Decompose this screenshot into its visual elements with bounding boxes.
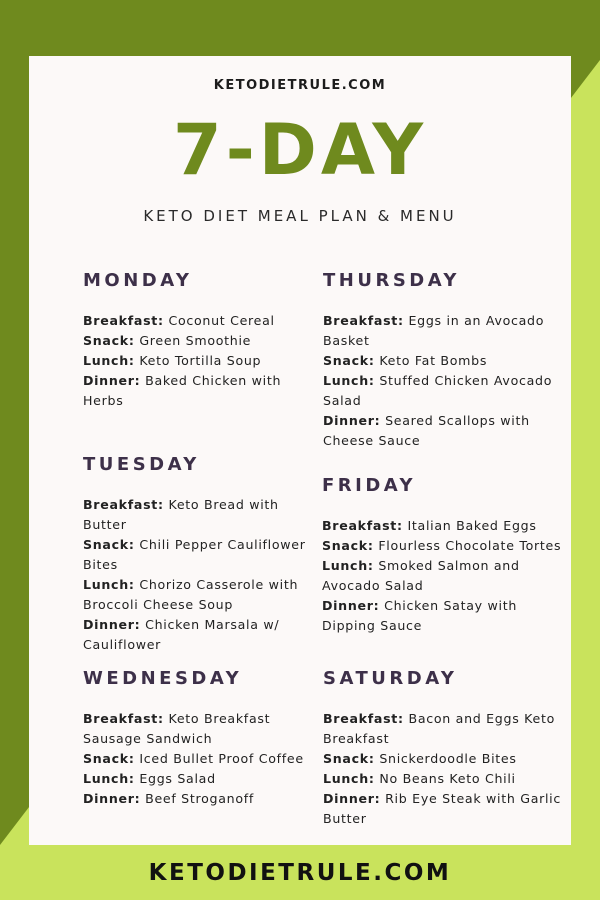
meal-label: Breakfast: bbox=[323, 313, 404, 328]
meal-lunch bbox=[322, 556, 562, 596]
day-title: MONDAY bbox=[83, 270, 193, 291]
meal-value: Snickerdoodle Bites bbox=[379, 751, 517, 766]
meal-label: Snack: bbox=[323, 353, 375, 368]
meal-label: Dinner: bbox=[323, 791, 381, 806]
meal-label: Dinner: bbox=[83, 617, 141, 632]
meal-value: Flourless Chocolate Tortes bbox=[378, 538, 562, 553]
meal-value: Chili Pepper Cauliflower Bites bbox=[83, 537, 306, 572]
meal-value: Eggs in an Avocado Basket bbox=[323, 313, 545, 348]
day-title: WEDNESDAY bbox=[83, 668, 243, 689]
meal-label: Breakfast: bbox=[83, 313, 164, 328]
meal-value: Chicken Marsala w/ Cauliflower bbox=[83, 617, 280, 652]
meal-snack bbox=[83, 331, 323, 351]
meal-label: Lunch: bbox=[323, 771, 375, 786]
meal-label: Snack: bbox=[83, 333, 135, 348]
meal-label: Lunch: bbox=[83, 353, 135, 368]
meal-lunch bbox=[323, 769, 563, 789]
day-tuesday bbox=[83, 454, 323, 655]
page-subtitle: KETO DIET MEAL PLAN & MENU bbox=[143, 207, 457, 225]
page-title: 7-DAY bbox=[172, 109, 428, 191]
meal-value: Iced Bullet Proof Coffee bbox=[139, 751, 304, 766]
meal-label: Snack: bbox=[323, 751, 375, 766]
meal-dinner bbox=[83, 789, 323, 809]
meal-dinner bbox=[322, 596, 562, 636]
meal-value: Eggs Salad bbox=[139, 771, 216, 786]
meal-label: Breakfast: bbox=[83, 711, 164, 726]
meal-dinner bbox=[323, 411, 563, 451]
meal-snack bbox=[323, 749, 563, 769]
meal-label: Breakfast: bbox=[322, 518, 403, 533]
day-wednesday bbox=[83, 668, 323, 809]
day-title: SATURDAY bbox=[323, 668, 458, 689]
day-saturday bbox=[323, 668, 563, 829]
meal-value: Bacon and Eggs Keto Breakfast bbox=[323, 711, 555, 746]
meal-lunch bbox=[323, 371, 563, 411]
meal-label: Snack: bbox=[322, 538, 374, 553]
meal-label: Snack: bbox=[83, 751, 135, 766]
meal-value: Smoked Salmon and Avocado Salad bbox=[322, 558, 520, 593]
meal-value: Green Smoothie bbox=[139, 333, 252, 348]
meal-dinner bbox=[83, 615, 323, 655]
day-friday bbox=[322, 475, 562, 636]
meal-dinner bbox=[83, 371, 323, 411]
meal-value: Stuffed Chicken Avocado Salad bbox=[323, 373, 553, 408]
day-title: THURSDAY bbox=[323, 270, 460, 291]
meal-breakfast bbox=[322, 516, 562, 536]
meal-value: Keto Fat Bombs bbox=[379, 353, 488, 368]
meal-label: Lunch: bbox=[83, 577, 135, 592]
meal-breakfast bbox=[83, 495, 323, 535]
meal-lunch bbox=[83, 769, 323, 789]
meal-breakfast bbox=[83, 311, 323, 331]
meal-snack bbox=[83, 535, 323, 575]
meal-value: Seared Scallops with Cheese Sauce bbox=[323, 413, 530, 448]
meal-value: Keto Bread with Butter bbox=[83, 497, 279, 532]
meal-breakfast bbox=[323, 311, 563, 351]
meal-label: Dinner: bbox=[83, 791, 141, 806]
meal-value: Chicken Satay with Dipping Sauce bbox=[322, 598, 518, 633]
meal-label: Lunch: bbox=[83, 771, 135, 786]
meal-value: No Beans Keto Chili bbox=[379, 771, 516, 786]
meal-label: Dinner: bbox=[323, 413, 381, 428]
day-title: FRIDAY bbox=[322, 475, 417, 496]
meal-label: Lunch: bbox=[322, 558, 374, 573]
meal-value: Rib Eye Steak with Garlic Butter bbox=[323, 791, 562, 826]
meal-lunch bbox=[83, 575, 323, 615]
meal-value: Baked Chicken with Herbs bbox=[83, 373, 282, 408]
meal-value: Chorizo Casserole with Broccoli Cheese Soup bbox=[83, 577, 299, 612]
day-monday bbox=[83, 270, 323, 411]
meal-breakfast bbox=[83, 709, 323, 749]
meal-snack bbox=[323, 351, 563, 371]
meal-label: Lunch: bbox=[323, 373, 375, 388]
meal-value: Coconut Cereal bbox=[168, 313, 275, 328]
meal-snack bbox=[322, 536, 562, 556]
meal-value: Keto Breakfast Sausage Sandwich bbox=[83, 711, 271, 746]
site-name-top: KETODIETRULE.COM bbox=[213, 78, 387, 93]
day-title: TUESDAY bbox=[83, 454, 200, 475]
meal-lunch bbox=[83, 351, 323, 371]
meal-dinner bbox=[323, 789, 563, 829]
meal-label: Dinner: bbox=[83, 373, 141, 388]
meal-label: Dinner: bbox=[322, 598, 380, 613]
meal-label: Breakfast: bbox=[323, 711, 404, 726]
day-thursday bbox=[323, 270, 563, 451]
meal-plan-card bbox=[29, 56, 571, 845]
meal-label: Breakfast: bbox=[83, 497, 164, 512]
meal-value: Italian Baked Eggs bbox=[407, 518, 537, 533]
meal-breakfast bbox=[323, 709, 563, 749]
meal-snack bbox=[83, 749, 323, 769]
site-name-footer: KETODIETRULE.COM bbox=[148, 860, 452, 886]
meal-label: Snack: bbox=[83, 537, 135, 552]
meal-value: Keto Tortilla Soup bbox=[139, 353, 262, 368]
meal-value: Beef Stroganoff bbox=[145, 791, 254, 806]
